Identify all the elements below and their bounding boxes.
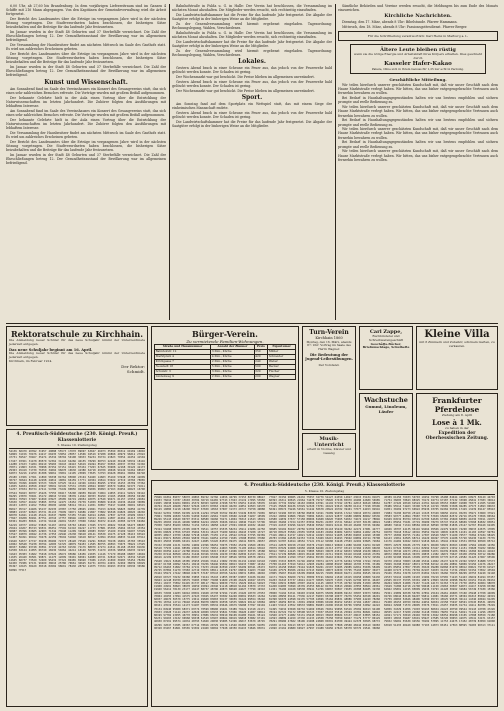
gym-club-title: Turn-Verein — [309, 329, 349, 336]
paragraph: Am Sonntag fand auf dem Sportplatz ein Wettspiel statt, das mit einem Siege der einheimischen Mannschaft endete. — [172, 102, 332, 111]
villa-ad — [416, 326, 498, 390]
paragraph: Die Landwirtschaftskammer hat die Preise für das laufende Jahr festgesetzt. Die Abgabe der Saatgüter erfolgt in der bisherigen Weise an die Mitglieder. — [172, 120, 332, 129]
paragraph: Der Bericht des Landesamtes über die Erträge im vergangenen Jahre wird in der nächsten Sitzung vorgetragen. Die Stadtverordneten haben beschlossen, die bisherigen Sätze beizubehalten und die Beiträge für das laufende Jahr festzusetzen. — [6, 17, 166, 30]
paragraph: Wir teilen hierdurch unserer geschätzten Kundschaft mit, daß wir unser Geschäft nach dem Hause Marktstraße verlegt haben. Wir bitten, das uns bisher entgegengebrachte Vertrauen auch fernerhin bewahren zu wollen. — [338, 83, 498, 96]
horse-lottery-ad — [416, 393, 498, 477]
table-cell: 200 — [254, 375, 268, 380]
church-heading: Kirchliche Nachrichten. — [384, 13, 452, 20]
music-lesson-title: Musik-Unterricht — [314, 436, 344, 448]
table-cell: 420 — [254, 355, 268, 360]
table-cell: Becker — [268, 365, 296, 370]
church-text: Dienstag, den 17. März, abends 8 Uhr: Bibelstunde. Pfarrer Hammann. — [342, 20, 458, 25]
lottery-numbers: 54136 60470 20392 31957 49888 55573 17070 89097 63047 46973 35599 80312 69169 16892 54869 31156 70476 24217 60435 53852 25857 14506 94519 97288 20868 49979 96012 27022 47731 59527 70467 35274 25334 98704 50108 30933 59234 39734 23823 79554 41652 41504 17167 93361 31478 89570 52362 31243 64266 46155 78299 68753 22240 30148 50532 18116 14288 47103 71284 68219 95965 39243 49443 54619 49494 85457 50565 49537 33765 31302 76871 21863 34331 78998 87252 97151 93415 87434 77263 67625 59908 12168 39126 42173 29363 45419 71730 76350 34004 96078 10630 42380 62718 49700 18048 99149 51062 88507 62873 52216 21259 81388 90661 33801 12195 23899 73635 72793 69428 88261 30684 84748 25180 13366 17361 11890 58338 84764 85890 23104 54460 14683 35160 53948 15768 42009 30727 36644 81148 22298 24812 10081 66159 17771 46304 19814 53022 47319 10760 78065 50626 76496 40400 93723 74525 67525 34114 42346 16944 89295 17459 16153 26769 37362 12655 64034 49558 43947 58591 91545 57531 47939 20824 90907 69579 54894 91575 71011 51257 97034 89734 47411 54786 73249 80856 92328 59056 99093 67163 84654 49623 16790 97544 59943 68707 45226 77555 80417 55200 49959 89418 74964 14655 43211 52021 99142 69295 23870 70921 25172 28010 57492 38339 11942 96353 56299 13165 45008 26550 69180 30954 76593 37487 91690 63927 45585 84719 26054 40975 47540 90471 61157 17653 24681 53630 32557 46182 55895 39752 12475 15452 76739 51059 59800 91018 19436 46440 30089 45103 12873 21452 75562 86595 12606 58314 35111 41051 30857 75917 54288 30691 66515 89817 95317 44406 95137 82235 47087 17750 28945 22061 75153 62946 96825 34850 41739 38883 24337 92823 65731 81115 73699 34871 62686 21867 73802 96548 64826 40026 40202 60078 61041 21148 45121 84347 76885 57455 57446 64914 44581 17837 22735 43999 93017 77847 93208 50491 87751 49710 17757 89946 41003 32313 31934 14587 41662 41213 97963 83301 65283 58631 14734 51646 24091 53457 37800 31842 56972 61245 29385 62778 69482 54219 18377 10012 53845 51267 10332 65763 18949 17945 37473 48922 70348 96473 88687 25044 10267 85743 99531 86351 77592 61310 92227 11733 37881 65395 15664 66743 43354 36887 95396 63605 22903 71342 73648 11209 32080 20983 39307 15109 33109 54697 57929 57527 94879 18042 41736 17353 22946 23238 39618 20141 39530 19175 47128 38115 83522 51407 56491 90162 70478 42159 76594 51840 32618 80317 32994 65369 48833 51440 87912 19640 54677 47747 30238 80206 72373 28128 75526 19291 50810 78138 16001 45783 35543 10002 50548 75238 38794 12605 54725 49879 59453 11505 80755 48593 73075 78922 17525 96937 81882 93748 30591 37133 44763 91536 72176 88070 47274 44511 81168 25303 81636 61558 63124 41055 66740 18236 50264 44214 18140 56765 31479 10336 98058 66035 32323 31643 95383 31602 75018 67024 45672 85686 18456 22035 11146 77179 88188 68897 10694 11635 26440 36501 99871 11275 12099 30401 60901 64989 20721 32819 52671 18334 54528 12645 60737 73529 72409 95432 37322 89465 69920 73406 11315 21699 39283 55454 78269 62450 79386 97131 90409 30610 25786 70661 36625 81731 40704 44931 32469 38039 93029 95497 10165 38420 38318 84582 98601 78430 28792 41075 73334 60293 83339 60530 36586 82896 77517 — [9, 450, 145, 572]
paragraph: Der Bericht des Landesamtes über die Erträge im vergangenen Jahre wird in der nächsten Sitzung vorgetragen. Die Stadtverordneten haben beschlossen, die bisherigen Sätze beizubehalten und die Beiträge für das laufende Jahr festzusetzen. — [6, 139, 166, 152]
school-ad-date: Kirchhain, im Februar 1914. — [9, 359, 53, 364]
section-divider — [6, 323, 498, 324]
villa-text: mit 6 Zimmern und Zubehör, schönem Garten, zu verkaufen. — [419, 340, 495, 348]
table-cell: 500 — [254, 365, 268, 370]
horse-lottery-sub: zu haben in der — [445, 425, 469, 430]
table-cell: 3 Zim., Küche — [211, 370, 254, 375]
table-cell: Weber — [268, 360, 296, 365]
lottery-sub: 5. Klasse 10. Ziehungstag — [304, 488, 345, 493]
paragraph: Die Landwirtschaftskammer hat die Preise für das laufende Jahr festgesetzt. Die Abgabe der Saatgüter erfolgt in der bisherigen Weise an die Mitglieder. — [172, 39, 332, 49]
oilcloth-ad — [359, 393, 413, 477]
paragraph: Im Januar wurden in der Stadt 48 Geburten und 37 Sterbefälle verzeichnet. Die Zahl der Eheschließungen betrug 12. Der Gesundheitszustand der Bevölkerung war im allgemeinen befriedigend. — [6, 30, 166, 43]
lottery-ad-left — [6, 429, 148, 707]
column-left-top — [6, 4, 166, 320]
paragraph: Sämtliche Behörden und Vereine werden ersucht, die Meldungen bis zum Ende des Monats einzureichen. — [338, 4, 498, 13]
school-ad — [6, 326, 148, 426]
paragraph: Am Sonnabend fand im Saale des Vereinshauses ein Konzert des Gesangvereins statt, das sich eines sehr zahlreichen Besuches erfreute. Die Vorträge wurden mit großem Beifall aufgenommen. — [6, 108, 166, 117]
column-rule — [169, 4, 170, 320]
table-cell: Lindenweg 9 — [155, 375, 211, 380]
music-lesson-ad — [302, 433, 356, 477]
table-cell: 350 — [254, 350, 268, 355]
cocoa-ad-brand: Kasseler Hafer-Kakao — [384, 60, 452, 67]
gym-club-sub: Kirchhain 1860 — [315, 336, 343, 340]
table-header: Straße und Hausnummer — [155, 345, 211, 350]
table-cell: 2 Zim., Küche — [211, 360, 254, 365]
lottery-title: 4. Preußisch-Süddeutsche (230. Königl. Preuß.) Klassenlotterie — [243, 483, 406, 488]
table-row — [155, 375, 296, 380]
table-cell: 320 — [254, 370, 268, 375]
table-cell: Wagner — [268, 375, 296, 380]
oilcloth-sub: Gummi, Linoleum, Läufer — [365, 404, 407, 414]
column-right-top — [338, 4, 498, 320]
bookbinder-sub: Buchbinderei und Schreibwarengeschäft — [368, 334, 404, 342]
paragraph: Der Bericht des Landesamtes über die Erträge im vergangenen Jahre wird in der nächsten Sitzung vorgetragen. Die Stadtverordneten haben beschlossen, die bisherigen Sätze beizubehalten und die Beiträge für das laufende Jahr festzusetzen. — [6, 52, 166, 65]
intro-text: 6,00 Uhr, ab 27,60 bis Brandenburg. In dem vorjährigen Lieferzeitraum sind im Ganzen 4 Schiffe mit 216 Mann abgegangen. Von den Kapitänen der Gemeindeverwaltung wird die Arbeit fortgesetzt. — [6, 4, 166, 17]
table-cell: Bahnhofstr. 12 — [155, 350, 211, 355]
table-cell: 2 Zim., Küche — [211, 375, 254, 380]
horse-lottery-price: Lose à 1 Mk. — [432, 417, 482, 427]
table-header: Eigentümer — [268, 345, 296, 350]
cocoa-ad — [350, 44, 486, 74]
table-cell: Schneider — [268, 355, 296, 360]
gym-club-text: Montag, den 16. März, abends 8½ Uhr: Vortrag im Saale des Herrn Wagner. — [306, 339, 352, 351]
column-rule — [335, 4, 336, 320]
cocoa-ad-title: Ältere Leute bleiben rüstig — [380, 47, 456, 54]
lottery-numbers: 75666 61861 89977 58070 20863 89742 32766 14656 46799 37253 80739 88647 19033 76616 72787 15603 39784 36719 64465 97743 17943 23119 17995 53958 19065 18038 92264 89801 45372 80363 92830 47498 55753 65651 61916 55935 45764 36125 28408 70667 97626 10673 87863 13920 40230 44851 92503 64578 69129 10880 31218 18200 76547 67650 19563 57007 31373 20717 79758 49888 59162 92301 70695 82399 42136 41294 37928 56762 89183 53249 83679 71865 75861 70389 26839 53265 54390 81603 22961 73183 93660 22448 74267 10509 89226 95143 49649 80797 83311 68580 34660 76271 14804 78313 21523 15819 69259 46565 19126 44996 98899 62224 43025 36026 92614 10846 75443 57796 75958 74653 85269 95862 71154 32534 18058 12447 27091 60045 26032 16440 79324 59408 38079 23395 60075 39511 19757 65535 58234 15911 23286 41750 49356 60829 27556 67593 35664 53154 18123 75289 66044 28443 37208 13727 46055 48917 23700 18460 57918 43465 73155 11711 20522 67642 37795 82369 39421 83671 86509 25992 96839 70441 64854 24799 71665 13508 85050 37680 89453 45093 95986 60191 32427 14085 53220 84553 99475 16041 58971 29657 76152 83180 22131 91056 14682 24396 98252 70975 73952 45239 19560 28301 59518 77935 14941 88589 13604 71372 79951 44063 55095 71105 26814 93610 99550 89356 44417 22788 89191 35016 58317 63817 12906 63637 50735 15588 76250 87444 80560 43654 31446 65326 93349 10239 97382 82836 61323 34231 49616 42199 93370 31186 80367 42303 65048 33327 98526 98702 28578 29541 79648 13621 52848 45385 25955 25946 33414 13082 76336 81234 12499 61518 46347 61708 18992 56251 18210 76256 58446 99502 90813 90433 73087 10162 99712 66463 51802 33784 27131 73233 20146 82590 21957 96299 90341 25472 29745 87884 31279 37983 22719 76876 68511 22345 19767 68832 34263 77448 76444 95972 17422 38848 64973 57187 83543 68766 54244 68031 54851 46092 29810 60727 70232 96380 33895 74164 35243 11855 95387 63897 32106 81402 39843 42148 69709 90579 79483 97807 73608 91609 23198 26429 26027 63379 76541 10237 75852 81445 81737 98117 78641 98030 77674 15629 96614 52023 19908 24991 58663 38978 10659 45094 20340 91118 48818 91494 33870 17333 19940 56412 78139 23177 16247 88737 48706 40873 86628 44027 77790 19310 46639 74500 14283 94042 68501 19048 43738 97294 71105 23226 18379 27953 70004 49255 17094 41575 47423 76025 65437 50382 62248 89091 95633 13264 60037 40676 56570 15775 13011 49668 83803 50137 30059 31624 99554 35240 76736 18764 12714 76640 25266 89978 68835 66558 34535 90822 90142 63884 90101 43519 35524 14173 54187 76955 80534 69646 45679 56688 37397 69194 70134 84940 95000 68371 69774 70599 88900 29401 33489 79221 91318 21171 76833 23028 71144 29237 42029 40909 63933 95821 57966 38420 41907 69814 80199 97782 23955 46770 30951 47886 65632 58910 89109 84285 39161 95124 50231 99203 13432 90968 96538 61529 63997 68664 96919 96818 53082 67101 46930 87291 99574 41834 28793 51840 29030 95085 51396 46017 53670 45745 40296 32047 72385 49367 67714 78816 20729 18174 12540 81883 10925 91055 90328 83467 81861 83565 93302 22460 99094 77928 40350 84415 74846 83031 77027 31556 98005 24432 75557 32770 54127 64350 14827 23615 35434 81675 60393 26311 90815 21964 74478 79747 35826 37438 85970 49480 42689 56985 10426 37732 30292 46163 60066 43391 14192 57192 43781 42013 66610 68962 77125 35820 66436 67029 92320 73701 49224 93613 38258 61212 77198 87606 50491 80574 79246 54561 51242 50678 20924 26702 39401 77077 44453 82916 80523 51996 38723 68760 86830 34321 79289 96456 17212 59610 28374 24893 47222 10084 94866 79626 79084 84631 14322 92877 31688 68809 88962 63536 10588 14839 37677 57158 88006 81608 66020 75965 52832 74674 16217 78846 30620 36260 17154 61357 83594 85251 24387 15721 50642 47207 50138 40824 77319 44347 93296 62223 35849 65562 39419 62141 85118 46406 70726 99466 30685 99102 56107 29756 94769 82538 81118 95229 36262 42272 47981 44777 40718 80523 55584 23955 50358 16183 29484 84984 54072 94804 41902 26754 77416 48611 61727 14821 52612 16493 34516 91405 18550 84003 22490 15398 20783 63366 44538 62353 71534 53469 66215 84493 79692 69869 49744 70708 20815 94787 64014 46552 77121 97112 94580 34248 27503 22402 93665 72684 47514 22876 90158 27418 39376 27423 89613 90669 11980 91600 34254 81328 70879 87629 92968 64950 18298 84400 21313 43757 93123 67466 21509 66638 60912 79051 42445 39149 73885 58043 39678 43512 60933 99998 25430 88615 77611 57139 88588 10015 86140 98353 24711 59933 65410 69198 16018 27259 90976 81893 21399 37547 25062 85330 36410 63021 76554 35064 53272 32569 71009 33315 80875 91746 40650 78974 44775 22776 64364 57596 17194 74545 77708 61403 57019 52612 12905 49284 19808 89197 88840 16795 57781 33189 81074 46158 99829 70144 91825 56261 21507 52285 29985 62661 55036 58499 51106 47579 89306 24344 67413 69904 19873 62039 37795 75193 68957 30477 47805 35667 85449 65209 89668 60215 74905 88460 82271 24392 69545 99119 41171 70421 58260 72741 38589 87191 66604 11549 43415 60258 26800 54430 91203 31843 67737 16941 64177 30835 54970 71303 71225 62790 90721 46407 77902 69931 83880 47807 46432 41145 10003 57725 45702 91989 51309 45050 61268 64685 76690 45339 45353 88122 81701 30813 26846 27855 58564 20361 11301 76106 16168 69538 30941 51766 60067 50567 74655 20388 82485 32338 78000 74194 52311 90403 63196 82075 95099 86988 69132 39587 93073 50981 51366 28950 65121 77936 22117 59053 66798 20077 70276 55452 60328 46291 81398 90370 24598 92135 57705 42696 35164 89831 48086 37985 44249 78268 48097 48459 80741 13001 49960 93006 60196 86252 62563 47184 14837 26912 11463 53213 23552 80533 58881 89983 21896 69340 83706 53050 32092 42222 31495 74634 93028 84732 54469 93626 70261 99095 81516 25582 66013 94198 78194 82722 79172 85598 96723 73937 85293 55516 25994 24781 86601 62842 31560 47477 41982 53131 65645 90913 36993 88604 67137 20647 63855 98152 41593 28899 41459 47330 21233 24558 75358 78359 84947 73179 57777 80129 78291 86986 47602 38196 23488 24868 80391 84780 49424 62378 38365 68772 21658 11741 30413 85727 42409 61844 22090 77868 20568 48244 65619 34083 21690 43162 49889 69927 47997 15488 50456 27623 58378 90776 19541 36060 48389 61250 76033 50793 10252 35798 45488 84044 42855 69975 50129 44703 71754 36005 78843 88325 79172 92774 67187 37132 33998 45841 37383 30014 61787 27426 28320 62524 44761 66418 85553 36887 91808 78373 41305 51990 78486 95514 74463 33390 57015 16729 70585 53308 96285 47573 31893 80633 91851 30269 97273 60922 85936 93705 82284 56396 17429 13439 69147 85943 71884 71690 66750 25122 11525 87349 90650 16151 95239 35971 33069 37921 78583 99777 42894 75987 73779 57659 65683 82572 29716 85170 73656 86564 81949 84532 85704 93519 62700 64636 67382 45660 60859 41036 70911 21875 51981 85954 75181 47719 38289 78279 65747 55415 68669 53568 84832 83851 48680 74042 71324 88584 60543 68590 30780 81836 23147 92767 85420 62495 42046 18797 44135 96116 99464 95566 22479 94923 74290 38633 42675 17805 92078 70218 53612 40316 35052 39210 10845 64678 12101 41165 16597 99781 78777 18306 69755 71181 17307 49520 55877 51100 76577 70364 67184 98425 62143 13061 62565 68714 16229 96497 37576 24188 57720 96230 74439 73735 12176 24482 92042 92913 91816 60141 15942 43942 15531 88762 98360 85712 78875 22570 38186 23779 34071 90450 50974 80363 10008 17962 18948 14356 52241 67324 50996 11312 82992 67427 22674 13452 11151 33828 76202 99666 82273 38746 10473 25511 28580 51071 81039 83206 78961 16360 60124 41643 48972 86833 66616 36376 20835 11382 16072 79627 93438 25559 30712 80286 12338 91588 99426 13909 29756 98358 67770 62715 24582 31425 47967 95596 32370 23010 78903 18108 25344 12002 26137 92470 22392 93957 81888 57573 79069 31098 65047 18974 67598 82312 41169 48891 56869 93156 12476 26217 32435 85852 27857 76505 36520 99288 82868 81979 98012 89021 79730 61527 42468 67273 27334 70704 82107 32933 31234 71734 25823 51554 73652 43504 79166 35361 33478 61570 84362 33243 36266 78155 80299 40753 54240 32148 22533 50116 16288 19103 13284 70219 67965 71243 51443 26619 81494 87457 22565 81537 35765 93301 18872 23863 96330 20998 89252 69151 35416 89434 49264 99625 61908 74167 71126 44173 91363 77419 73730 48351 66004 98078 72629 74380 64718 21700 50048 11150 23063 30507 64873 24217 53258 83388 62662 65801 14195 85899 15636 74793 41428 30262 32684 56749 57180 15366 79361 43889 60338 56765 27891 25104 26461 46683 37160 25948 47768 44009 92726 68644 83148 84297 56811 12081 38160 49771 48304 81813 85022 49319 72759 20065 52626 48496 72399 95723 46525 99525 36114 14346 48944 91295 79458 48153 28769 99362 44654 66034 21558 75947 60591 63545 89531 49939 82824 32908 71579 26895 33576 73011 23257 39035 91734 19411 86786 75249 52856 34329 61056 71093 99163 86654 21623 48790 99544 31943 10708 47226 49555 22417 57200 21960 31418 76964 76655 75211 54021 71142 11296 25870 42921 57171 30010 29492 70339 13942 68354 88298 15165 17008 58550 71180 92953 18593 39487 63691 95927 47585 56720 58053 42975 19541 32471 63157 79652 56681 55630 94556 78182 57895 11753 44475 17452 48739 83059 61800 63018 51435 48440 92088 77103 14873 83451 17563 88595 74605 90313 37111 — [154, 495, 495, 630]
section-heading: Kunst und Wissenschaft. — [44, 78, 128, 86]
paragraph: Bahnhofstraße in Fulda u. G. in Halle: Der Verein hat beschlossen, die Versammlung im nächsten Monat abzuhalten. Die Mitglieder werden ersucht, sich rechtzeitig einzufinden. — [172, 30, 332, 40]
newspaper-page — [6, 4, 498, 707]
school-ad-sign-label: Der Rektor: — [121, 364, 145, 370]
horse-lottery-sign: Expedition der Oberhessischen Zeitung. — [425, 430, 489, 442]
horse-lottery-text: Ziehung am 8. April — [441, 413, 473, 417]
oilcloth-title: Wachstuche — [364, 396, 408, 404]
lottery-title: 4. Preußisch-Süddeutsche (230. Königl. Preuß.) Klassenlotterie — [16, 432, 138, 443]
section-heading: Sport. — [241, 94, 263, 102]
bookbinder-ad — [359, 326, 413, 390]
paragraph: Im Januar wurden in der Stadt 48 Geburten und 37 Sterbefälle verzeichnet. Die Zahl der Eheschließungen betrug 12. Der Gesundheitszustand der Bevölkerung war im allgemeinen befriedigend. — [6, 152, 166, 165]
table-cell: 240 — [254, 360, 268, 365]
cocoa-ad-text: wenn sie die nötige Energie und Arbeitskraft ihres Körpers erhalten. Dies geschieht durch — [353, 52, 483, 61]
table-cell: 5 Zim., Küche — [211, 365, 254, 370]
apartments-table — [154, 344, 296, 380]
paragraph: Im Januar wurden in der Stadt 48 Geburten und 37 Sterbefälle verzeichnet. Die Zahl der Eheschließungen betrug 12. Der Gesundheitszustand der Bevölkerung war im allgemeinen befriedigend. — [6, 65, 166, 78]
divider — [154, 494, 495, 495]
bookbinder-list: Geschäfts-Bücher, Briefumschläge, Schulhefte — [362, 341, 410, 350]
citizens-ad-sub: Zu vermietende Familien-Wohnungen. — [186, 339, 264, 344]
paragraph: Die Landwirtschaftskammer hat die Preise für das laufende Jahr festgesetzt. Die Abgabe der Saatgüter erfolgt in der bisherigen Weise an die Mitglieder. — [172, 12, 332, 22]
paragraph: Bei Bedarf in Haushaltungsgegenständen halten wir uns bestens empfohlen und sichern prompte und reelle Bedienung zu. — [338, 140, 498, 149]
lottery-sub: 5. Klasse 10. Ziehungstag — [57, 443, 97, 447]
paragraph: Zu der Generalversammlung wird hiermit ergebenst eingeladen. Tagesordnung: Rechnungslegung, Wahlen, Verschiedenes. — [172, 48, 332, 58]
divider — [9, 448, 145, 449]
table-header: Preis — [254, 345, 268, 350]
paragraph: Der bekannte Gelehrte hielt in der Aula einen Vortrag über die Entwicklung der Naturwissenschaften im letzten Jahrhundert. Die Zuhörer folgten den Ausführungen mit lebhaftem Interesse. — [6, 95, 166, 108]
table-header: Anzahl der Zimmer — [211, 345, 254, 350]
paragraph: Am Sonnabend fand im Saale des Vereinshauses ein Konzert des Gesangvereins statt, das sich eines sehr zahlreichen Besuches erfreute. Die Vorträge wurden mit großem Beifall aufgenommen. — [6, 86, 166, 95]
table-cell: Marktplatz 4 — [155, 355, 211, 360]
lottery-ad-right — [151, 480, 498, 707]
table-cell: Fischer — [268, 370, 296, 375]
paragraph: Die Versammlung der Hausbesitzer findet am nächsten Mittwoch im Saale des Gasthofs statt. Es wird um zahlreiches Erscheinen gebeten. — [6, 130, 166, 139]
villa-title: Kleine Villa — [424, 329, 490, 340]
paragraph: Der Wochenmarkt war gut beschickt. Die Preise blieben im allgemeinen unverändert. — [176, 75, 315, 80]
paragraph: Bei Bedarf in Haushaltungsgegenständen halten wir uns bestens empfohlen und sichern prompte und reelle Bedienung zu. — [338, 96, 498, 105]
table-cell: Kirchgasse 7 — [155, 360, 211, 365]
school-ad-text: Die Anmeldung neuer Schüler für das neue Schuljahr nimmt der Unterzeichnete jederzeit entgegen. — [9, 351, 145, 360]
citizens-ad-title: Bürger-Verein. — [192, 329, 258, 339]
school-ad-sub: Das neue Schuljahr beginnt am 16. April. — [9, 347, 93, 352]
cocoa-ad-small: Pakete, Ohne sich in Ihrem Genuss für 1,25 nur echt in Packung. — [371, 66, 465, 71]
church-text: Mittwoch, den 18. März, abends 8 Uhr: Passionsgottesdienst. Pfarrer Berger. — [342, 25, 468, 30]
paragraph: Gestern Abend brach in einer Scheune ein Feuer aus, das jedoch von der Feuerwehr bald gelöscht werden konnte. Der Schaden ist gering. — [172, 111, 332, 120]
school-ad-title: Rektoratschule zu Kirchhain. — [10, 329, 143, 339]
music-lesson-text: erteilt in Violine, Klavier und Gesang — [306, 447, 352, 455]
section-heading: Lokales. — [238, 58, 266, 66]
paragraph: Wir teilen hierdurch unserer geschätzten Kundschaft mit, daß wir unser Geschäft nach dem Hause Marktstraße verlegt haben. Wir bitten, das uns bisher entgegengebrachte Vertrauen auch fernerhin bewahren zu wollen. — [338, 127, 498, 140]
paragraph: Wir teilen hierdurch unserer geschätzten Kundschaft mit, daß wir unser Geschäft nach dem Hause Marktstraße verlegt haben. Wir bitten, das uns bisher entgegengebrachte Vertrauen auch fernerhin bewahren zu wollen. — [338, 149, 498, 162]
paragraph: Gestern Abend brach in einer Scheune ein Feuer aus, das jedoch von der Feuerwehr bald gelöscht werden konnte. Der Schaden ist gering. — [172, 66, 332, 75]
horse-lottery-title: Frankfurter Pferdelose — [432, 396, 482, 414]
bookbinder-title: Carl Zappe, — [369, 329, 403, 335]
gym-club-lecture: Die Bedeutung der Jugend-Leibesübungen. — [305, 352, 353, 362]
responsibility-notice: Für die Schriftleitung verantwortlich: Karl Heinz in Marburg a. L. — [338, 31, 498, 41]
paragraph: Bahnhofstraße in Fulda u. G. in Halle: Der Verein hat beschlossen, die Versammlung im nächsten Monat abzuhalten. Die Mitglieder werden ersucht, sich rechtzeitig einzufinden. — [172, 4, 332, 13]
business-heading: Geschäftliche Mitteilung. — [389, 77, 447, 83]
table-cell: 3 Zim., Küche — [211, 350, 254, 355]
paragraph: Gestern Abend brach in einer Scheune ein Feuer aus, das jedoch von der Feuerwehr bald gelöscht werden konnte. Der Schaden ist gering. — [172, 79, 332, 89]
table-cell: Müller — [268, 350, 296, 355]
school-ad-sign: Schmidt. — [126, 369, 145, 375]
gym-club-sign: Der Vorstand. — [318, 362, 340, 367]
gym-club-ad — [302, 326, 356, 430]
paragraph: Der bekannte Gelehrte hielt in der Aula einen Vortrag über die Entwicklung der Naturwissenschaften im letzten Jahrhundert. Die Zuhörer folgten den Ausführungen mit lebhaftem Interesse. — [6, 117, 166, 130]
table-cell: Schulstr. 3 — [155, 370, 211, 375]
school-ad-text: Die Anmeldung neuer Schüler für das neue Schuljahr nimmt der Unterzeichnete jederzeit entgegen. — [9, 338, 145, 346]
table-cell: Neustadt 18 — [155, 365, 211, 370]
table-cell: 4 Zim., Küche — [211, 355, 254, 360]
paragraph: Bei Bedarf in Haushaltungsgegenständen halten wir uns bestens empfohlen und sichern prompte und reelle Bedienung zu. — [338, 118, 498, 127]
paragraph: Der Wochenmarkt war gut beschickt. Die Preise blieben im allgemeinen unverändert. — [176, 88, 315, 93]
paragraph: Zu der Generalversammlung wird hiermit ergebenst eingeladen. Tagesordnung: Rechnungslegung, Wahlen, Verschiedenes. — [172, 21, 332, 31]
paragraph: Die Versammlung der Hausbesitzer findet am nächsten Mittwoch im Saale des Gasthofs statt. Es wird um zahlreiches Erscheinen gebeten. — [6, 43, 166, 52]
column-mid-top — [172, 4, 332, 320]
paragraph: Wir teilen hierdurch unserer geschätzten Kundschaft mit, daß wir unser Geschäft nach dem Hause Marktstraße verlegt haben. Wir bitten, das uns bisher entgegengebrachte Vertrauen auch fernerhin bewahren zu wollen. — [338, 105, 498, 118]
citizens-ad — [151, 326, 299, 470]
